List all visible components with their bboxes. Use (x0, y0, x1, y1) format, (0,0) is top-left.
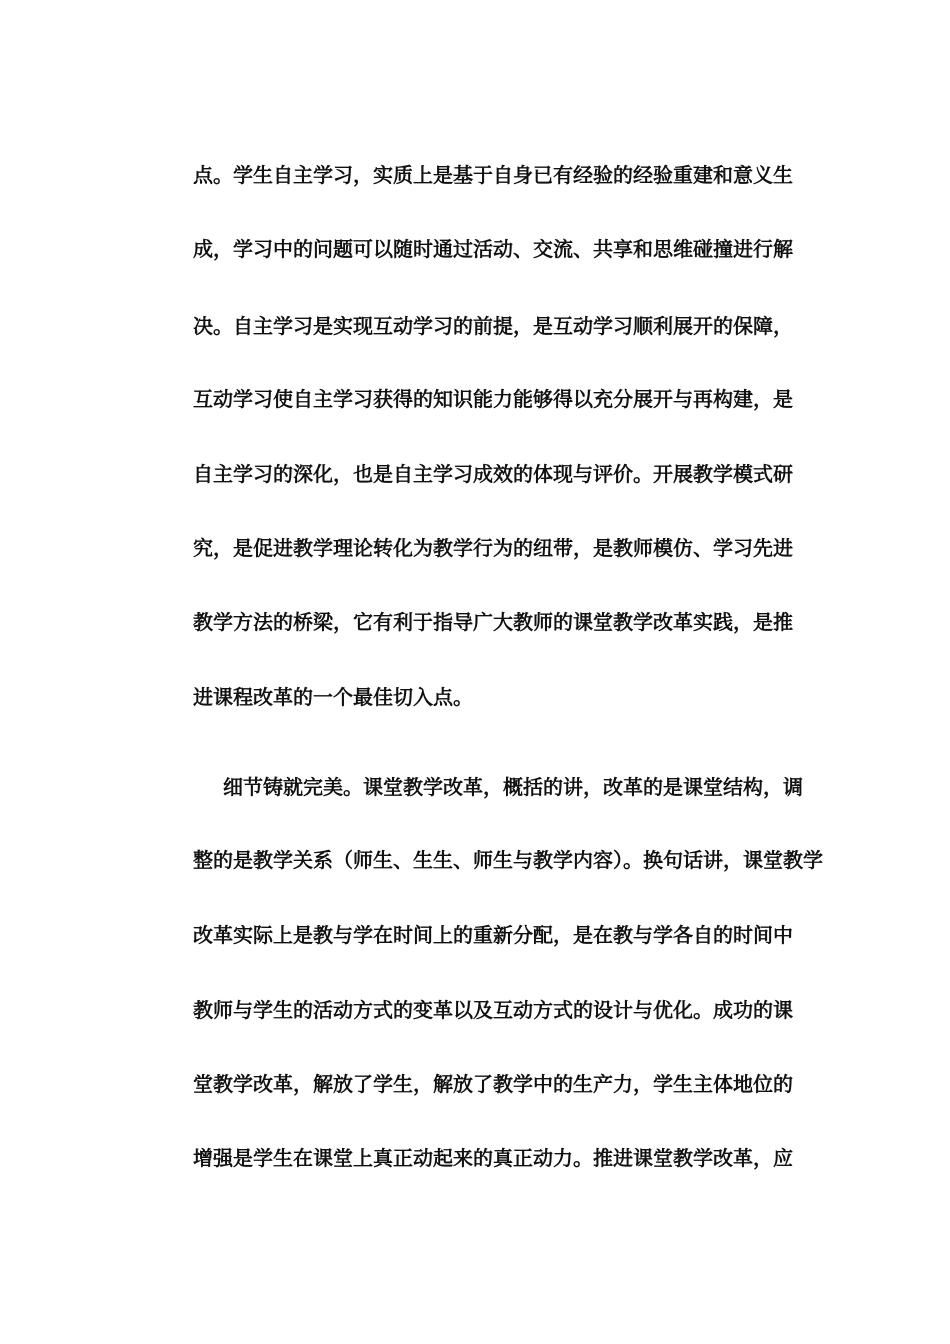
paragraph-2-line-5: 堂教学改革，解放了学生，解放了教学中的生产力，学生主体地位的 (193, 1072, 793, 1096)
paragraph-1-line-2: 成，学习中的问题可以随时通过活动、交流、共享和思维碰撞进行解 (193, 237, 793, 261)
paragraph-2-line-6: 增强是学生在课堂上真正动起来的真正动力。推进课堂教学改革，应 (193, 1146, 793, 1170)
paragraph-1-line-3: 决。自主学习是实现互动学习的前提，是互动学习顺利展开的保障， (193, 314, 793, 338)
paragraph-2-line-3: 改革实际上是教与学在时间上的重新分配，是在教与学各自的时间中 (193, 923, 793, 947)
paragraph-1-line-7: 教学方法的桥梁，它有利于指导广大教师的课堂教学改革实践，是推 (193, 610, 793, 634)
paragraph-1-line-8: 进课程改革的一个最佳切入点。 (193, 685, 473, 709)
paragraph-2-line-1: 细节铸就完美。课堂教学改革，概括的讲，改革的是课堂结构，调 (223, 775, 803, 799)
paragraph-2-line-2: 整的是教学关系（师生、生生、师生与教学内容）。换句话讲，课堂教学 (193, 848, 823, 872)
paragraph-1-line-6: 究，是促进教学理论转化为教学行为的纽带，是教师模仿、学习先进 (193, 536, 793, 560)
paragraph-1-line-4: 互动学习使自主学习获得的知识能力能够得以充分展开与再构建，是 (193, 387, 793, 411)
paragraph-1-line-5: 自主学习的深化，也是自主学习成效的体现与评价。开展教学模式研 (193, 462, 793, 486)
paragraph-2-line-4: 教师与学生的活动方式的变革以及互动方式的设计与优化。成功的课 (193, 998, 793, 1022)
paragraph-1-line-1: 点。学生自主学习，实质上是基于自身已有经验的经验重建和意义生 (193, 163, 793, 187)
